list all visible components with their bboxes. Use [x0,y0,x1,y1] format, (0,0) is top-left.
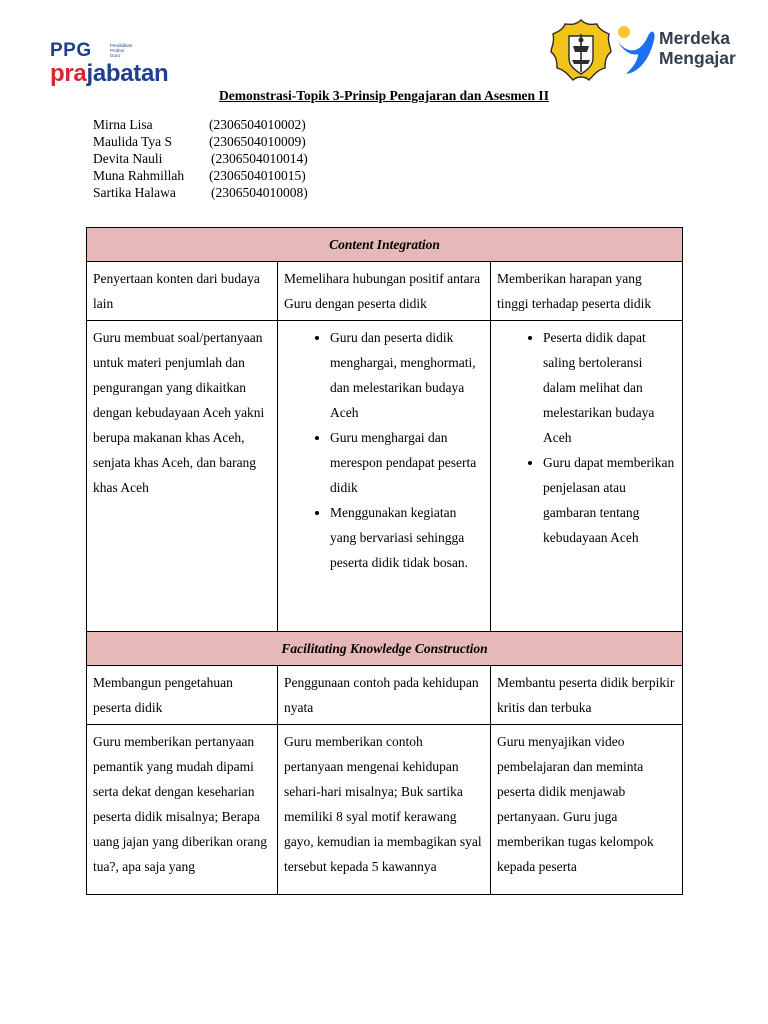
merdeka-mengajar-swoosh-icon [614,24,656,76]
merdeka-mengajar-logo [614,24,764,78]
table-cell [278,321,491,632]
section-heading: Facilitating Knowledge Construction [87,632,683,666]
list-item: • Guru dan peserta didik menghargai, menghormati, dan melestarikan budaya Aceh [330,325,484,425]
mengajar-text: Mengajar [659,48,736,68]
ppg-prajabatan-logo [50,40,180,90]
table-cell: Guru memberikan contoh pertanyaan mengenai kehidupan sehari-hari misalnya; Buk sartika memiliki 8 syal motif kerawang gayo, kemudian ia membagikan syal tersebut kepada 5 kawannya [278,725,491,895]
bullet-list [497,325,676,550]
university-seal-icon [549,18,613,84]
member-row: Devita Nauli (2306504010014) [93,151,308,166]
table-row [87,725,683,895]
table-cell: Guru membuat soal/pertanyaan untuk materi penjumlah dan pengurangan yang dikaitkan dengan kebudayaan Aceh yakni berupa makanan khas Aceh, senjata khas Aceh, dan barang khas Aceh [87,321,278,632]
prajabatan-logo-text: prajabatan [50,60,169,87]
list-item: • Guru dapat memberikan penjelasan atau gambaran tentang kebudayaan Aceh [543,450,676,550]
table-cell: Memelihara hubungan positif antara Guru dengan peserta didik [278,262,491,321]
page-header [0,0,768,100]
table-cell: Penyertaan konten dari budaya lain [87,262,278,321]
table-cell: Guru memberikan pertanyaan pemantik yang mudah dipami serta dekat dengan keseharian peserta didik misalnya; Berapa uang jajan yang diberikan orang tua?, apa saja yang [87,725,278,895]
member-row: Mirna Lisa (2306504010002) [93,117,306,132]
list-item: • Peserta didik dapat saling bertoleransi dalam melihat dan melestarikan budaya Aceh [543,325,676,450]
table-row [87,321,683,632]
section-heading-row [87,228,683,262]
member-row: Muna Rahmillah (2306504010015) [93,168,306,183]
table-cell: Membantu peserta didik berpikir kritis dan terbuka [491,666,683,725]
table-cell: Penggunaan contoh pada kehidupan nyata [278,666,491,725]
table-cell: Guru menyajikan video pembelajaran dan meminta peserta didik menjawab pertanyaan. Guru juga memberikan tugas kelompok kepada peserta [491,725,683,895]
section-heading-row [87,632,683,666]
bullet-list [284,325,484,575]
table-cell: Membangun pengetahuan peserta didik [87,666,278,725]
merdeka-text: Merdeka [659,28,731,48]
member-row: Sartika Halawa (2306504010008) [93,185,308,200]
section-heading: Content Integration [87,228,683,262]
document-title: Demonstrasi-Topik 3-Prinsip Pengajaran dan Asesmen II [219,88,549,103]
list-item: • Menggunakan kegiatan yang bervariasi sehingga peserta didik tidak bosan. [330,500,484,575]
member-row: Maulida Tya S (2306504010009) [93,134,306,149]
ppg-logo-subtext: Pendidikan Profesi Guru [110,43,133,58]
table-cell: Memberikan harapan yang tinggi terhadap peserta didik [491,262,683,321]
group-member-list [93,116,413,201]
list-item: • Guru menghargai dan merespon pendapat peserta didik [330,425,484,500]
table-cell [491,321,683,632]
principles-table [86,227,683,895]
table-row [87,666,683,725]
ppg-logo-text: PPG [50,40,92,61]
table-row [87,262,683,321]
